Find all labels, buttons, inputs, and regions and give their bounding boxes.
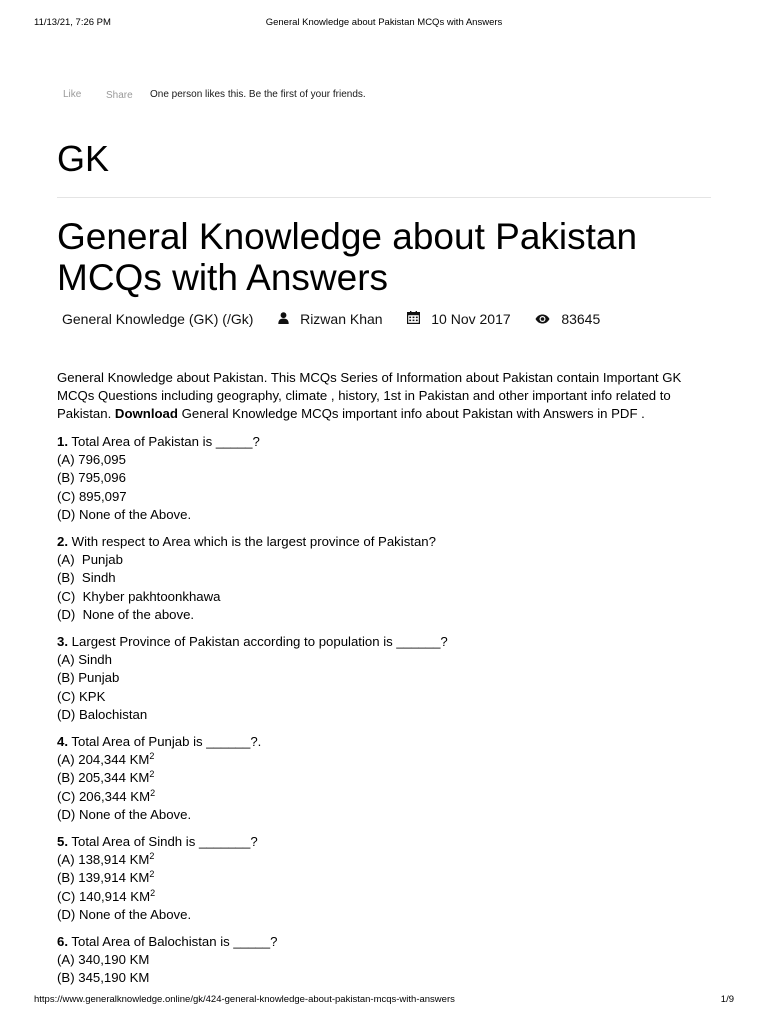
answer-option-text: (B) Sindh [57,570,116,586]
question-item [57,633,717,724]
answer-option-text: (D) None of the Above. [57,506,192,522]
question-prompt: Total Area of Sindh is _______? [68,834,258,850]
answer-option [57,969,717,987]
answer-option-text: (D) None of the above. [57,606,195,622]
print-datetime: 11/13/21, 7:26 PM [34,17,111,28]
view-count: 83645 [561,311,601,328]
question-text [57,933,717,951]
question-item [57,833,717,924]
answer-option-text: (C) Khyber pakhtoonkhawa [57,588,221,604]
unit-superscript: 2 [149,869,155,880]
question-text [57,633,717,651]
answer-option-text: (C) 895,097 [57,488,127,504]
question-number: 3. [57,634,68,650]
question-number: 4. [57,734,68,750]
answer-option [57,806,717,824]
question-item [57,533,717,624]
answer-option [57,706,717,724]
article-title: General Knowledge about Pakistan MCQs with Answers [57,216,638,298]
question-prompt: Largest Province of Pakistan according to population is ______? [68,634,448,650]
calendar-icon [407,311,420,327]
question-item [57,733,717,824]
answer-option-text: (A) 340,190 KM [57,952,150,968]
answer-option-text: (A) 796,095 [57,452,126,468]
answer-option [57,888,717,906]
question-prompt: Total Area of Punjab is ______?. [68,734,262,750]
like-button[interactable]: Like [63,89,82,100]
answer-option [57,488,717,506]
site-title[interactable]: GK [57,138,110,179]
answer-option [57,869,717,887]
question-item [57,933,717,988]
question-number: 5. [57,834,68,850]
answer-option [57,688,717,706]
download-link[interactable]: Download [114,406,178,422]
article-intro [57,369,717,424]
answer-option-text: (D) None of the Above. [57,906,192,922]
answer-option [57,606,717,624]
answer-option [57,669,717,687]
question-number: 2. [57,534,68,550]
answer-option-text: (A) 138,914 KM [57,852,150,868]
answer-option [57,951,717,969]
answer-option [57,906,717,924]
question-number: 6. [57,934,68,950]
answer-option-text: (B) 795,096 [57,470,126,486]
unit-superscript: 2 [149,769,155,780]
question-number: 1. [57,434,68,449]
answer-option [57,769,717,787]
answer-option-text: (B) 205,344 KM [57,770,150,786]
answer-option-text: (D) None of the Above. [57,806,192,822]
answer-option-text: (C) KPK [57,688,106,704]
intro-text: General Knowledge about Pakistan. This MCQs Series of Information about Pakistan contain Important GK MCQs Questions including geography, climate , history, 1st in Pakistan and other important info related to Pakistan. [57,370,682,422]
question-list [57,433,717,997]
answer-option [57,588,717,606]
share-button[interactable]: Share [106,90,133,101]
answer-option-text: (D) Balochistan [57,706,148,722]
divider [57,197,711,198]
author-name: Rizwan Khan [300,311,383,328]
unit-superscript: 2 [149,851,155,862]
answer-option [57,451,717,469]
answer-option-text: (B) Punjab [57,670,120,686]
intro-text-end: General Knowledge MCQs important info about Pakistan with Answers in PDF . [177,406,645,422]
question-prompt: With respect to Area which is the largest province of Pakistan? [68,534,436,550]
answer-option [57,469,717,487]
answer-option-text: (B) 345,190 KM [57,970,150,986]
publish-date: 10 Nov 2017 [431,311,511,328]
answer-option [57,651,717,669]
answer-option [57,506,717,524]
answer-option [57,569,717,587]
answer-option-text: (A) Sindh [57,652,112,668]
unit-superscript: 2 [150,787,156,798]
likes-count-text: One person likes this. Be the first of your friends. [150,89,366,100]
question-prompt: Total Area of Balochistan is _____? [68,934,278,950]
question-text [57,433,717,451]
category-link[interactable]: General Knowledge (GK) (/Gk) [62,311,254,328]
answer-option-text: (B) 139,914 KM [57,870,150,886]
page-number: 1/9 [720,994,734,1005]
answer-option [57,788,717,806]
question-text [57,833,717,851]
page-url: https://www.generalknowledge.online/gk/424-general-knowledge-about-pakistan-mcqs-with-answers [34,994,455,1005]
question-text [57,733,717,751]
answer-option [57,551,717,569]
question-text [57,533,717,551]
article-meta [62,310,600,327]
answer-option [57,751,717,769]
question-item [57,433,717,524]
unit-superscript: 2 [149,751,155,762]
answer-option-text: (A) 204,344 KM [57,752,150,768]
question-prompt: Total Area of Pakistan is _____? [68,434,260,449]
unit-superscript: 2 [150,887,156,898]
user-icon [278,311,289,327]
answer-option [57,851,717,869]
answer-option-text: (C) 140,914 KM [57,888,151,904]
answer-option-text: (C) 206,344 KM [57,788,151,804]
print-page-title: General Knowledge about Pakistan MCQs with Answers [265,17,503,28]
answer-option-text: (A) Punjab [57,552,123,568]
eye-icon [535,311,550,327]
